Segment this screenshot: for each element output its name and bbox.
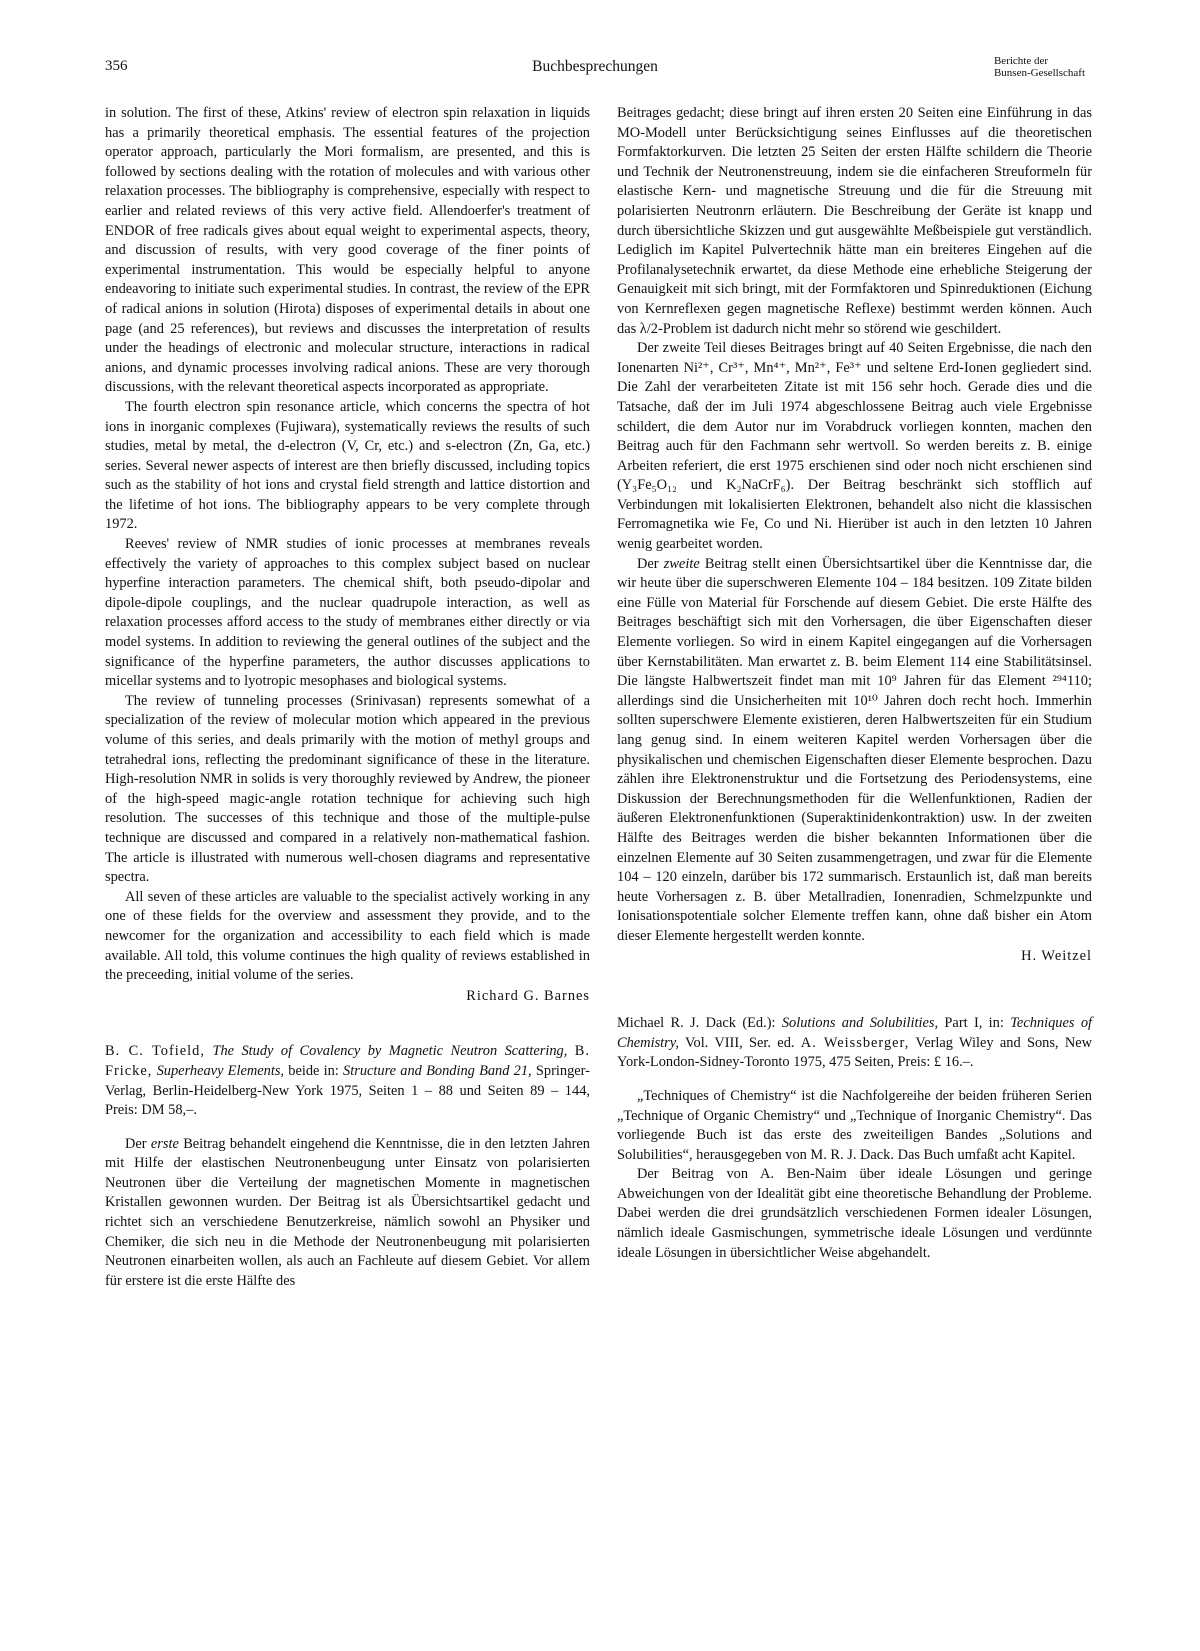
- paragraph: The review of tunneling processes (Srinivasan) represents somewhat of a specialization of the review of molecular motion which appeared in the previous volume of this series, and deals primarily with the motion of methyl groups and tetrahedral ions, reflecting the predominant significance of these in the literature. High-resolution NMR in solids is very thoroughly reviewed by Andrew, the pioneer of the high-speed magic-angle rotation technique for achieving such high resolution. The successes of this technique and those of the multiple-pulse technique are discussed and compared in a relatively non-mathematical fashion. The article is illustrated with numerous well-chosen diagrams and representative spectra.: [105, 692, 590, 886]
- paragraph: Der zweite Teil dieses Beitrages bringt auf 40 Seiten Ergebnisse, die nach den Ionenarten Ni²⁺, Cr³⁺, Mn⁴⁺, Mn²⁺, Fe³⁺ und seltene Erd-Ionen gegliedert sind. Die Zahl der verarbeiteten Zitate ist mit 156 sehr hoch. Gerade dies und die Tatsache, daß der im Juli 1974 abgeschlossene Beitrag auch viele Ergebnisse schildert, die dem Autor nur im Vorabdruck vorliegen konnten, machen den Beitrag auch für den Fachmann sehr wertvoll. So werden bereits z. B. einige Arbeiten referiert, die erst 1975 erschienen sind oder noch nicht erschienen sind (Y₃Fe₅O₁₂ und K₂NaCrF₆). Der Beitrag beschränkt sich stofflich auf Verbindungen mit lokalisierten Elektronen, behandelt also nicht die klassischen Ferromagnetika wie Fe, Co und Ni. Hierüber ist auch in den letzten 10 Jahren wenig gearbeitet worden.: [617, 340, 1092, 553]
- journal-name-line1: Berichte der: [993, 55, 1049, 67]
- citation-title: The Study of Covalency by Magnetic Neutron Scattering,: [212, 1043, 568, 1060]
- paragraph: The fourth electron spin resonance article, which concerns the spectra of hot ions in inorganic complexes (Fujiwara), systematically reviews the results of such studies, metal by metal, the d-electron (V, Cr, etc.) and s-electron (Zn, Ga, etc.) series. Several newer aspects of interest are then briefly discussed, including topics such as the stability of hot ions and crystal field strength and lattice distortion and the lifetime of hot ions. The bibliography appears to be very complete through 1972.: [105, 398, 590, 533]
- paragraph: [105, 1135, 590, 1292]
- right-column: [617, 104, 1092, 1263]
- citation-text: beide in:: [288, 1062, 339, 1079]
- journal-name: [994, 55, 1085, 79]
- left-column: [105, 104, 590, 1291]
- citation-text: Vol. VIII, Ser. ed.: [685, 1034, 795, 1051]
- book-citation-tofield: [105, 1042, 590, 1120]
- journal-name-line2: Bunsen-Gesellschaft: [993, 67, 1085, 79]
- citation-publisher: Verlag Wiley and Sons, New York-London-Sidney-Toronto 1975, 475 Seiten, Preis: £ 16.–.: [617, 1034, 1092, 1071]
- paragraph: in solution. The first of these, Atkins' review of electron spin relaxation in liquids has a primarily theoretical emphasis. The essential features of the projection operator approach, particularly the Mori formalism, are presented, and this is followed by sections dealing with the rotation of molecules and with various other relaxation processes. The bibliography is comprehensive, especially with respect to earlier and related reviews of this very active field. Allendoerfer's treatment of ENDOR of free radicals gives about equal weight to experimental aspects, theory, and discussion of results, with very good coverage of the finer points of experimental instrumentation. This would be especially helpful to anyone endeavoring to initiate such experimental studies. In contrast, the review of the EPR of radical anions in solution (Hirota) disposes of experimental details in about one page (and 25 references), but reviews and discusses the interpretation of results under the headings of electronic and molecular structure, interactions in radical anions, and dynamic processes involving radical anions. These are very thorough discussions, with the relevant theoretical aspects incorporated as appropriate.: [105, 105, 590, 396]
- citation-editor: A. Weissberger,: [800, 1034, 910, 1051]
- section-title: Buchbesprechungen: [532, 58, 658, 75]
- text: Der: [637, 555, 659, 572]
- citation-title: Solutions and Solubilities,: [781, 1015, 939, 1032]
- citation-author: Michael R. J. Dack: [617, 1015, 736, 1032]
- paragraph: Beitrages gedacht; diese bringt auf ihren ersten 20 Seiten eine Einführung in das MO-Modell unter Berücksichtigung seines Einflusses auf die theoretischen Formfaktorkurven. Die letzten 25 Seiten der ersten Hälfte schildern die Theorie und Technik der Neutronenstreuung, indem sie die einfacheren Streuformeln für elastische Kern- und magnetische Streuung und die für die Streuung mit polarisierten Neutronrn erläutern. Die Beschreibung der Geräte ist knapp und durch übersichtliche Skizzen und gut ausgewählte Meßbeispiele gut verständlich. Lediglich im Kapitel Pulvertechnik hätte man ein breiteres Eingehen auf die Profilanalysetechnik erwartet, da diese Methode eine erhebliche Steigerung der Genauigkeit mit sich bringt, mit der Formfaktoren und Spinreduktionen (Eichung von Kernreflexen gegen magnetische Reflexe) bestimmt werden können. Auch das λ/2-Problem ist dadurch nicht mehr so störend wie geschildert.: [617, 105, 1092, 337]
- page-header: [105, 55, 1085, 98]
- paragraph: Reeves' review of NMR studies of ionic processes at membranes reveals effectively the variety of approaches to this complex subject based on nuclear hyperfine interaction parameters. The chemical shift, both pseudo-dipolar and dipole-dipole couplings, and the nuclear quadrupole interaction, as well as relaxation processes afford access to the study of membranes either directly or via model systems. In addition to reviewing the general outlines of the subject and the significance of the hyperfine parameters, the author discusses applications to micellar systems and to lyotropic mesophases and biological systems.: [105, 536, 590, 690]
- paragraph: Der Beitrag von A. Ben-Naim über ideale Lösungen und geringe Abweichungen von der Idealität gibt eine theoretische Behandlung der Probleme. Dabei werden die drei grundsätzlich verschiedenen Formen idealer Lösungen, nämlich ideale Gasmischungen, symmetrische ideale Lösungen und verdünnte ideale Lösungen in übersichtlicher Weise abgehandelt.: [617, 1166, 1092, 1261]
- emphasis: zweite: [663, 555, 700, 572]
- citation-author: B. C. Tofield,: [105, 1043, 205, 1060]
- paragraph: „Techniques of Chemistry“ ist die Nachfolgereihe der beiden früheren Serien „Technique of Organic Chemistry“ und „Technique of Inorganic Chemistry“. Das vorliegende Buch ist das erste des zweiteiligen Bandes „Solutions and Solubilities“, herausgegeben von M. R. J. Dack. Das Buch umfaßt acht Kapitel.: [617, 1087, 1092, 1163]
- page-number: 356: [105, 58, 128, 74]
- citation-title: Superheavy Elements,: [156, 1062, 285, 1079]
- citation-author: B. Fricke,: [105, 1043, 590, 1079]
- emphasis: erste: [150, 1135, 179, 1152]
- paragraph: All seven of these articles are valuable to the specialist actively working in any one of these fields for the overview and assessment they provide, and to the newcomer for the organization and accessibility to each field which is made available. All told, this volume continues the high quality of reviews established in the preceeding, initial volume of the series.: [105, 888, 590, 984]
- citation-text: Part I, in:: [944, 1015, 1004, 1032]
- reviewer-signature: Richard G. Barnes: [466, 987, 590, 1004]
- book-citation-dack: [617, 1014, 1092, 1073]
- reviewer-signature: H. Weitzel: [1021, 947, 1092, 964]
- citation-series: Structure and Bonding Band 21,: [343, 1062, 532, 1079]
- citation-text: (Ed.):: [742, 1015, 776, 1032]
- citation-publisher: Springer-Verlag, Berlin-Heidelberg-New York 1975, Seiten 1 – 88 und Seiten 89 – 144, Preis: DM 58,–.: [105, 1062, 590, 1119]
- citation-series: Techniques of Chemistry,: [617, 1015, 1093, 1051]
- text: Der: [125, 1135, 147, 1152]
- text: Beitrag behandelt eingehend die Kenntnisse, die in den letzten Jahren mit Hilfe der elastischen Neutronenbeugung unter Einsatz von polarisierten Neutronen über die Verteilung der magnetischen Momente in magnetischen Kristallen gewonnen wurden. Der Beitrag ist als Übersichtsartikel gedacht und richtet sich an verschiedene Benutzerkreise, nämlich sowohl an Physiker und Chemiker, die sich neu in die Methode der Neutronenbeugung mit polarisierten Neutronen einarbeiten wollen, als auch an Fachleute auf diesem Gebiet. Vor allem für erstere ist die erste Hälfte des: [105, 1135, 590, 1289]
- text: Beitrag stellt einen Übersichtsartikel über die Kenntnisse dar, die wir heute über die superschweren Elemente 104 – 184 besitzen. 109 Zitate bilden eine Fülle von Material für Forschende auf diesem Gebiet. Die erste Hälfte des Beitrages beschäftigt sich mit den Vorhersagen, die über Eigenschaften dieser Elemente vorliegen. So wird in einem Kapitel eingegangen auf die Vorhersagen über Kernstabilitäten. Man erwartet z. B. beim Element 114 eine Stabilitätsinsel. Die längste Halbwertszeit findet man mit 10⁹ Jahren für das Element ²⁹⁴110; allerdings sind die Unsicherheiten mit 10¹⁰ Jahren doch recht hoch. Immerhin sollten superschwere Elemente existieren, deren Halbwertszeiten für ein Studium lang genug sind. In einem weiteren Kapitel werden Vorhersagen über die physikalischen und chemischen Eigenschaften dieser Elemente besprochen. Dazu zählen ihre Elektronenstruktur und die Fortsetzung des Periodensystems, eine Diskussion der Berechnungsmethoden für die Wellenfunktionen, Radien der äußeren Elektronenfunktionen (Superaktinidenkontraktion) usw. In der zweiten Hälfte des Beitrages werden die bisher bekannten Informationen über die einzelnen Elemente auf 30 Seiten zusammengetragen, und zwar für die Elemente 104 – 120 einzeln, darüber bis 172 summarisch. Erstaunlich ist, daß man bereits heute Vorhersagen z. B. über Metallradien, Ionenradien, Schmelzpunkte und Ionisationspotentiale solcher Elemente treffen kann, ohne daß bisher ein Atom dieser Elemente hergestellt werden konnte.: [617, 555, 1092, 944]
- paragraph: [617, 555, 1092, 947]
